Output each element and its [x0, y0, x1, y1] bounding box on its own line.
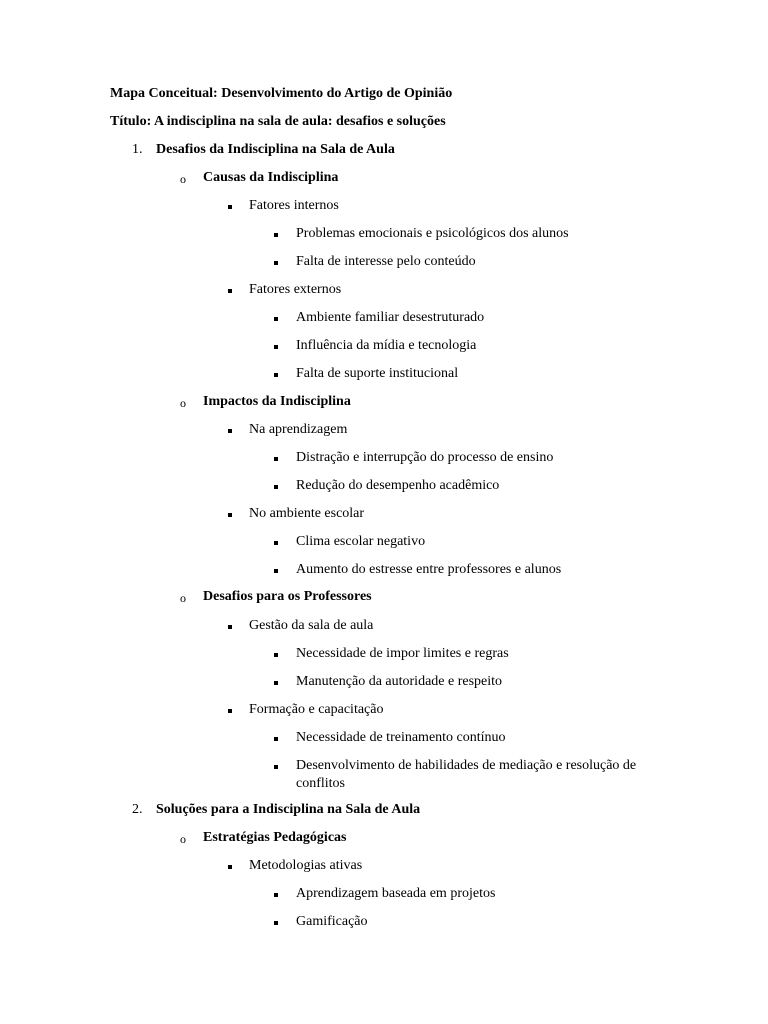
square-bullet	[274, 261, 278, 265]
list-item: Ambiente familiar desestruturado	[296, 310, 485, 325]
square-bullet	[274, 653, 278, 657]
item-gestao: Gestão da sala de aula	[249, 618, 374, 633]
square-bullet	[228, 205, 232, 209]
list-item: Necessidade de treinamento contínuo	[296, 730, 506, 745]
list-item: Falta de interesse pelo conteúdo	[296, 254, 476, 269]
square-bullet	[274, 681, 278, 685]
list-item: Problemas emocionais e psicológicos dos alunos	[296, 226, 569, 241]
list-item: Redução do desempenho acadêmico	[296, 478, 500, 493]
impactos-heading: Impactos da Indisciplina	[203, 394, 351, 409]
list-item: Desenvolvimento de habilidades de mediação e resolução de conflitos	[296, 758, 637, 791]
section-1-number: 1.	[132, 142, 143, 157]
item-no-ambiente-escolar: No ambiente escolar	[249, 506, 365, 521]
list-item: Clima escolar negativo	[296, 534, 426, 549]
circle-bullet: o	[180, 172, 186, 186]
list-item: Necessidade de impor limites e regras	[296, 646, 509, 661]
square-bullet	[274, 737, 278, 741]
square-bullet	[274, 233, 278, 237]
square-bullet	[274, 541, 278, 545]
square-bullet	[274, 765, 278, 769]
list-item: Aumento do estresse entre professores e alunos	[296, 562, 562, 577]
square-bullet	[228, 513, 232, 517]
square-bullet	[274, 569, 278, 573]
square-bullet	[274, 317, 278, 321]
section-1-heading: Desafios da Indisciplina na Sala de Aula	[156, 142, 395, 157]
square-bullet	[274, 485, 278, 489]
section-2-heading: Soluções para a Indisciplina na Sala de Aula	[156, 802, 421, 817]
item-na-aprendizagem: Na aprendizagem	[249, 422, 348, 437]
item-metodologias-ativas: Metodologias ativas	[249, 858, 363, 873]
list-item: Falta de suporte institucional	[296, 366, 459, 381]
square-bullet	[274, 345, 278, 349]
doc-subtitle: Título: A indisciplina na sala de aula: desafios e soluções	[110, 114, 446, 129]
square-bullet	[274, 457, 278, 461]
desafios-heading: Desafios para os Professores	[203, 589, 372, 604]
circle-bullet: o	[180, 832, 186, 846]
list-item: Gamificação	[296, 914, 368, 929]
item-fatores-externos: Fatores externos	[249, 282, 342, 297]
square-bullet	[228, 289, 232, 293]
circle-bullet: o	[180, 396, 186, 410]
section-2-number: 2.	[132, 802, 143, 817]
doc-title: Mapa Conceitual: Desenvolvimento do Artigo de Opinião	[110, 86, 453, 101]
square-bullet	[274, 921, 278, 925]
circle-bullet: o	[180, 591, 186, 605]
square-bullet	[228, 865, 232, 869]
causas-heading: Causas da Indisciplina	[203, 170, 339, 185]
square-bullet	[228, 709, 232, 713]
item-fatores-internos: Fatores internos	[249, 198, 339, 213]
square-bullet	[228, 625, 232, 629]
item-formacao: Formação e capacitação	[249, 702, 384, 717]
square-bullet	[228, 429, 232, 433]
list-item: Manutenção da autoridade e respeito	[296, 674, 503, 689]
list-item: Aprendizagem baseada em projetos	[296, 886, 496, 901]
list-item: Influência da mídia e tecnologia	[296, 338, 477, 353]
square-bullet	[274, 893, 278, 897]
list-item: Distração e interrupção do processo de ensino	[296, 450, 554, 465]
estrategias-heading: Estratégias Pedagógicas	[203, 830, 347, 845]
square-bullet	[274, 373, 278, 377]
